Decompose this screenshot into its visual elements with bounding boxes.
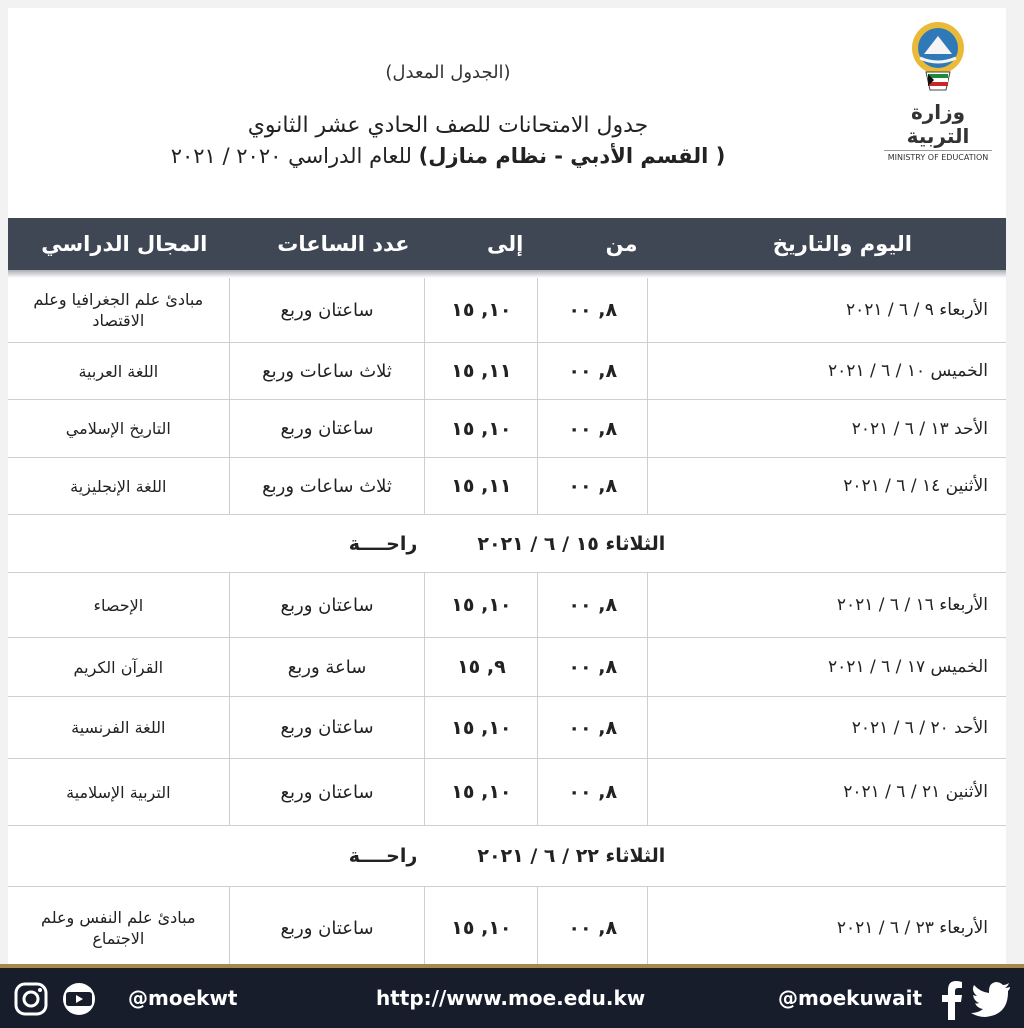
- website-link[interactable]: http://www.moe.edu.kw: [376, 986, 646, 1010]
- cell-from: ٨, ٠٠: [538, 573, 648, 637]
- cell-hours: ساعتان وربع: [230, 278, 426, 342]
- cell-to: ١٠, ١٥: [425, 278, 538, 342]
- table-row: [8, 759, 1006, 826]
- cell-to: ١٠, ١٥: [425, 759, 538, 825]
- exam-schedule-table: [8, 218, 1006, 969]
- cell-hours: ثلاث ساعات وربع: [230, 458, 426, 514]
- cell-from: ٨, ٠٠: [538, 759, 648, 825]
- cell-day: الأثنين ٢١ / ٦ / ٢٠٢١: [843, 782, 988, 802]
- rest-day-label: راحــــة: [348, 532, 418, 555]
- table-row: [8, 887, 1006, 969]
- cell-subject: اللغة العربية: [8, 343, 230, 399]
- table-header: [8, 218, 1006, 270]
- cell-to: ٩, ١٥: [425, 638, 538, 696]
- ministry-name-ar: وزارة التربية: [906, 100, 970, 148]
- handle-moekuwait[interactable]: @moekuwait: [778, 986, 923, 1010]
- ministry-name-en: MINISTRY OF EDUCATION: [884, 150, 992, 162]
- cell-subject: مبادئ علم الجغرافيا وعلم الاقتصاد: [8, 278, 230, 342]
- cell-day: الأربعاء ٩ / ٦ / ٢٠٢١: [845, 300, 988, 320]
- cell-day: الخميس ١٧ / ٦ / ٢٠٢١: [828, 657, 988, 677]
- cell-from: ٨, ٠٠: [538, 400, 648, 457]
- cell-from: ٨, ٠٠: [538, 278, 648, 342]
- page-subtitle: [128, 141, 768, 171]
- facebook-icon[interactable]: [938, 980, 964, 1020]
- cell-to: ١٠, ١٥: [425, 400, 538, 457]
- cell-from: ٨, ٠٠: [538, 343, 648, 399]
- cell-day: الأثنين ١٤ / ٦ / ٢٠٢١: [843, 476, 988, 496]
- table-row: [8, 458, 1006, 515]
- cell-hours: ساعتان وربع: [230, 887, 426, 969]
- header-day: اليوم والتاريخ: [772, 232, 912, 256]
- table-row: [8, 697, 1006, 759]
- header-to: إلى: [487, 232, 524, 256]
- cell-to: ١٠, ١٥: [425, 887, 538, 969]
- cell-to: ١١, ١٥: [425, 343, 538, 399]
- youtube-icon[interactable]: [58, 982, 100, 1016]
- table-row: [8, 343, 1006, 400]
- revised-note: (الجدول المعدل): [385, 62, 511, 83]
- cell-subject: الإحصاء: [8, 573, 230, 637]
- cell-hours: ساعتان وربع: [230, 400, 426, 457]
- table-row: [8, 638, 1006, 697]
- cell-hours: ساعتان وربع: [230, 759, 426, 825]
- cell-subject: التربية الإسلامية: [8, 759, 230, 825]
- kuwait-emblem-icon: [906, 20, 970, 94]
- cell-subject: القرآن الكريم: [8, 638, 230, 696]
- cell-subject: مبادئ علم النفس وعلم الاجتماع: [8, 887, 230, 969]
- subtitle-year: للعام الدراسي ٢٠٢٠ / ٢٠٢١: [170, 144, 412, 168]
- table-row: [8, 573, 1006, 638]
- cell-hours: ساعة وربع: [230, 638, 426, 696]
- header-hours: عدد الساعات: [277, 232, 410, 256]
- cell-from: ٨, ٠٠: [538, 887, 648, 969]
- instagram-icon[interactable]: [14, 982, 48, 1016]
- twitter-icon[interactable]: [970, 982, 1012, 1018]
- rest-day-label: راحــــة: [348, 845, 418, 867]
- cell-day: الأربعاء ١٦ / ٦ / ٢٠٢١: [836, 595, 988, 615]
- handle-moekwt[interactable]: @moekwt: [128, 986, 238, 1010]
- table-body: [8, 278, 1006, 969]
- header-subject: المجال الدراسي: [41, 232, 208, 256]
- footer-bar: [0, 964, 1024, 1028]
- rest-day-date: الثلاثاء ١٥ / ٦ / ٢٠٢١: [477, 532, 666, 555]
- cell-day: الأحد ١٣ / ٦ / ٢٠٢١: [851, 418, 988, 439]
- cell-hours: ثلاث ساعات وربع: [230, 343, 426, 399]
- header-from: من: [605, 232, 638, 256]
- rest-day-row: [8, 515, 1006, 573]
- cell-subject: اللغة الإنجليزية: [8, 458, 230, 514]
- cell-from: ٨, ٠٠: [538, 638, 648, 696]
- table-row: [8, 400, 1006, 458]
- subtitle-section: ( القسم الأدبي - نظام منازل): [418, 144, 726, 168]
- page-title: جدول الامتحانات للصف الحادي عشر الثانوي: [247, 113, 649, 138]
- cell-day: الأحد ٢٠ / ٦ / ٢٠٢١: [851, 717, 988, 738]
- cell-from: ٨, ٠٠: [538, 458, 648, 514]
- rest-day-date: الثلاثاء ٢٢ / ٦ / ٢٠٢١: [477, 845, 666, 867]
- cell-day: الخميس ١٠ / ٦ / ٢٠٢١: [828, 361, 988, 381]
- cell-subject: اللغة الفرنسية: [8, 697, 230, 758]
- cell-to: ١٠, ١٥: [425, 573, 538, 637]
- cell-day: الأربعاء ٢٣ / ٦ / ٢٠٢١: [836, 918, 988, 938]
- rest-day-row: [8, 826, 1006, 887]
- cell-to: ١٠, ١٥: [425, 697, 538, 758]
- cell-hours: ساعتان وربع: [230, 697, 426, 758]
- table-row: [8, 278, 1006, 343]
- cell-subject: التاريخ الإسلامي: [8, 400, 230, 457]
- ministry-logo: [884, 20, 992, 162]
- page-titles: [128, 62, 768, 171]
- cell-hours: ساعتان وربع: [230, 573, 426, 637]
- cell-to: ١١, ١٥: [425, 458, 538, 514]
- cell-from: ٨, ٠٠: [538, 697, 648, 758]
